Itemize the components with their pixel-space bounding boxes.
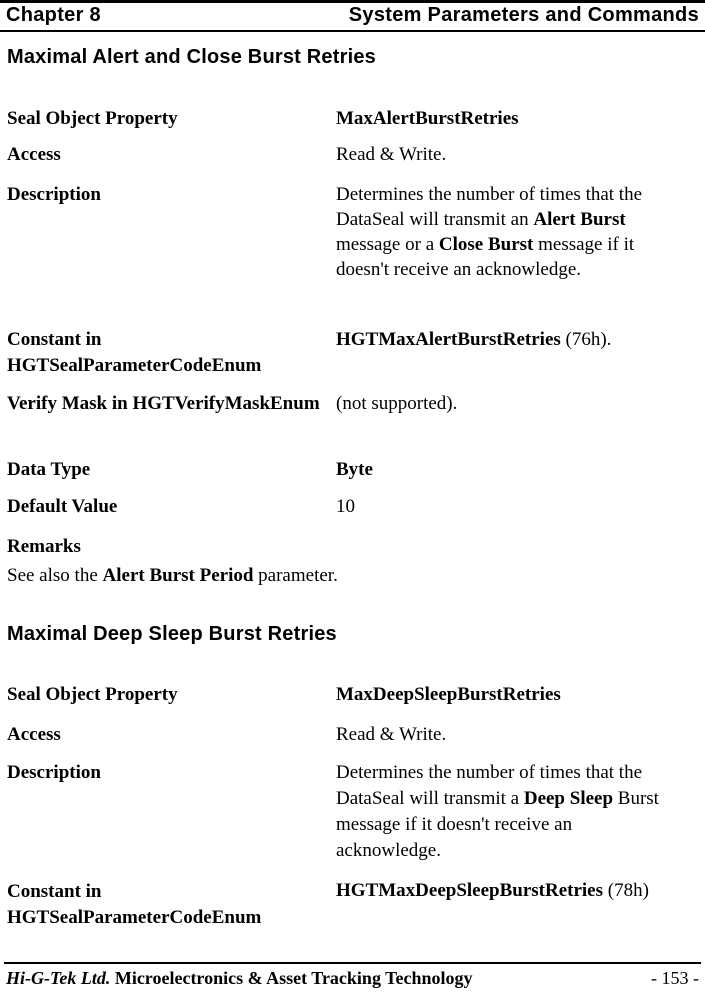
header-top-rule <box>0 0 705 3</box>
row-value: Byte <box>336 459 373 480</box>
page-footer <box>0 962 705 994</box>
row-label: Description <box>7 762 101 783</box>
row-label: Constant in HGTSealParameterCodeEnum <box>7 329 262 376</box>
page-header <box>0 0 705 34</box>
row-label: Access <box>7 144 61 165</box>
row-value: Read & Write. <box>336 724 447 745</box>
description-keyword: Close Burst <box>438 234 534 255</box>
row-label: Data Type <box>7 459 91 480</box>
section-title-alert-close-burst: Maximal Alert and Close Burst Retries <box>7 46 376 68</box>
chapter-label: Chapter 8 <box>6 4 101 26</box>
constant-name: HGTMaxAlertBurstRetries <box>336 329 561 350</box>
row-label: Seal Object Property <box>7 684 178 705</box>
row-label: Constant in HGTSealParameterCodeEnum <box>7 881 262 928</box>
description-text: message or a <box>336 234 439 255</box>
remarks-text <box>7 565 338 587</box>
row-value <box>336 760 681 864</box>
constant-name: HGTMaxDeepSleepBurstRetries <box>336 880 604 901</box>
row-label: Default Value <box>7 496 118 517</box>
description-keyword: Alert Burst <box>533 209 626 230</box>
row-value: Read & Write. <box>336 144 447 165</box>
description-text: Determines the number of times that the DataSeal will transmit a <box>336 762 643 809</box>
description-text: message if it doesn't receive an acknowledge. <box>336 234 635 280</box>
row-value: 10 <box>336 496 355 517</box>
constant-code: (76h). <box>560 329 612 350</box>
row-label: Access <box>7 724 61 745</box>
company-name: Hi-G-Tek Ltd. <box>6 968 111 988</box>
remarks-param-ref: Alert Burst Period <box>102 565 254 586</box>
description-text: Burst message if it doesn't receive an acknowledge. <box>336 788 659 861</box>
row-value <box>336 327 681 352</box>
row-label: Verify Mask in HGTVerifyMaskEnum <box>7 393 320 414</box>
row-value: (not supported). <box>336 393 458 414</box>
row-value <box>336 182 681 282</box>
row-value <box>336 879 681 902</box>
footer-company <box>6 968 472 989</box>
page-number: - 153 - <box>651 968 699 988</box>
remarks-label: Remarks <box>7 536 81 557</box>
row-label: Description <box>7 184 101 205</box>
header-bottom-rule <box>0 30 705 32</box>
remarks-text-before: See also the <box>7 565 103 586</box>
constant-code: (78h) <box>603 880 649 901</box>
row-value: MaxDeepSleepBurstRetries <box>336 684 561 705</box>
row-value: MaxAlertBurstRetries <box>336 108 519 129</box>
section-label: System Parameters and Commands <box>348 4 699 26</box>
description-text: Determines the number of times that the DataSeal will transmit an <box>336 184 643 230</box>
remarks-text-after: parameter. <box>253 565 338 586</box>
row-label: Seal Object Property <box>7 108 178 129</box>
description-keyword: Deep Sleep <box>523 788 614 809</box>
footer-rule <box>4 962 701 964</box>
company-tagline: Microelectronics & Asset Tracking Technology <box>110 968 473 988</box>
section-title-deep-sleep-burst: Maximal Deep Sleep Burst Retries <box>7 623 337 645</box>
